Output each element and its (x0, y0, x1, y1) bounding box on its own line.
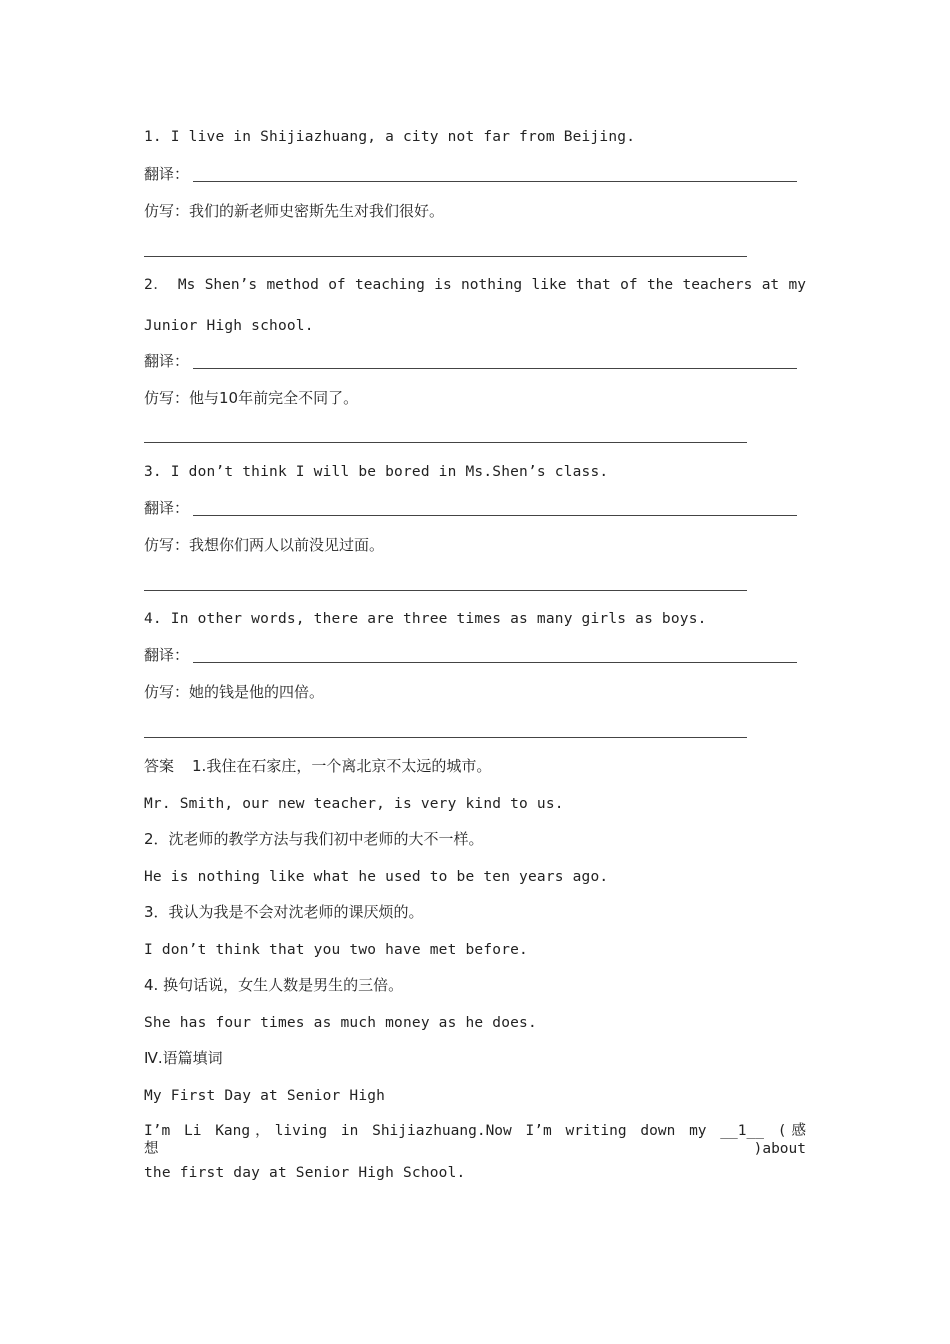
answer-2-cn: 2．沈老师的教学方法与我们初中老师的大不一样。 (144, 830, 484, 848)
answer-4-cn: 4. 换句话说，女生人数是男生的三倍。 (144, 976, 404, 994)
translate-blank-2[interactable] (193, 368, 797, 369)
imitate-blank-4[interactable] (144, 737, 747, 738)
section-4-heading: Ⅳ.语篇填词 (144, 1049, 223, 1067)
translate-blank-4[interactable] (193, 662, 797, 663)
answer-1-en: Mr. Smith, our new teacher, is very kind to us. (144, 796, 564, 812)
translate-label-2: 翻译： (144, 352, 190, 370)
sentence-3: 3. I don’t think I will be bored in Ms.Shen’s class. (144, 464, 609, 480)
imitate-blank-3[interactable] (144, 590, 747, 591)
passage-title: My First Day at Senior High (144, 1088, 386, 1104)
sentence-1: 1. I live in Shijiazhuang, a city not far from Beijing. (144, 129, 636, 145)
answer-3-cn: 3．我认为我是不会对沈老师的课厌烦的。 (144, 903, 424, 921)
answer-3-en: I don’t think that you two have met before. (144, 942, 528, 958)
passage-line-2: the first day at Senior High School. (144, 1165, 466, 1181)
sentence-2-line1: 2． Ms Shen’s method of teaching is nothing like that of the teachers at my (144, 277, 806, 293)
sentence-2-line2: Junior High school. (144, 318, 314, 334)
imitate-blank-2[interactable] (144, 442, 747, 443)
imitate-prompt-2: 仿写：他与10年前完全不同了。 (144, 389, 359, 407)
translate-blank-3[interactable] (193, 515, 797, 516)
translate-label-1: 翻译： (144, 165, 190, 183)
translate-blank-1[interactable] (193, 181, 797, 182)
imitate-prompt-3: 仿写：我想你们两人以前没见过面。 (144, 536, 385, 554)
translate-label-3: 翻译： (144, 499, 190, 517)
imitate-prompt-1: 仿写：我们的新老师史密斯先生对我们很好。 (144, 202, 445, 220)
imitate-blank-1[interactable] (144, 256, 747, 257)
passage-line-1: I’m Li Kang，living in Shijiazhuang.Now I’m writing down my __1__ (感想)about (144, 1123, 806, 1157)
translate-label-4: 翻译： (144, 646, 190, 664)
answer-4-en: She has four times as much money as he does. (144, 1015, 537, 1031)
sentence-4: 4. In other words, there are three times as many girls as boys. (144, 611, 707, 627)
answer-2-en: He is nothing like what he used to be ten years ago. (144, 869, 609, 885)
answers-header: 答案 (144, 757, 175, 775)
answer-1-cn: 1.我住在石家庄，一个离北京不太远的城市。 (192, 757, 492, 775)
imitate-prompt-4: 仿写：她的钱是他的四倍。 (144, 683, 325, 701)
answers-line-1 (144, 757, 491, 775)
